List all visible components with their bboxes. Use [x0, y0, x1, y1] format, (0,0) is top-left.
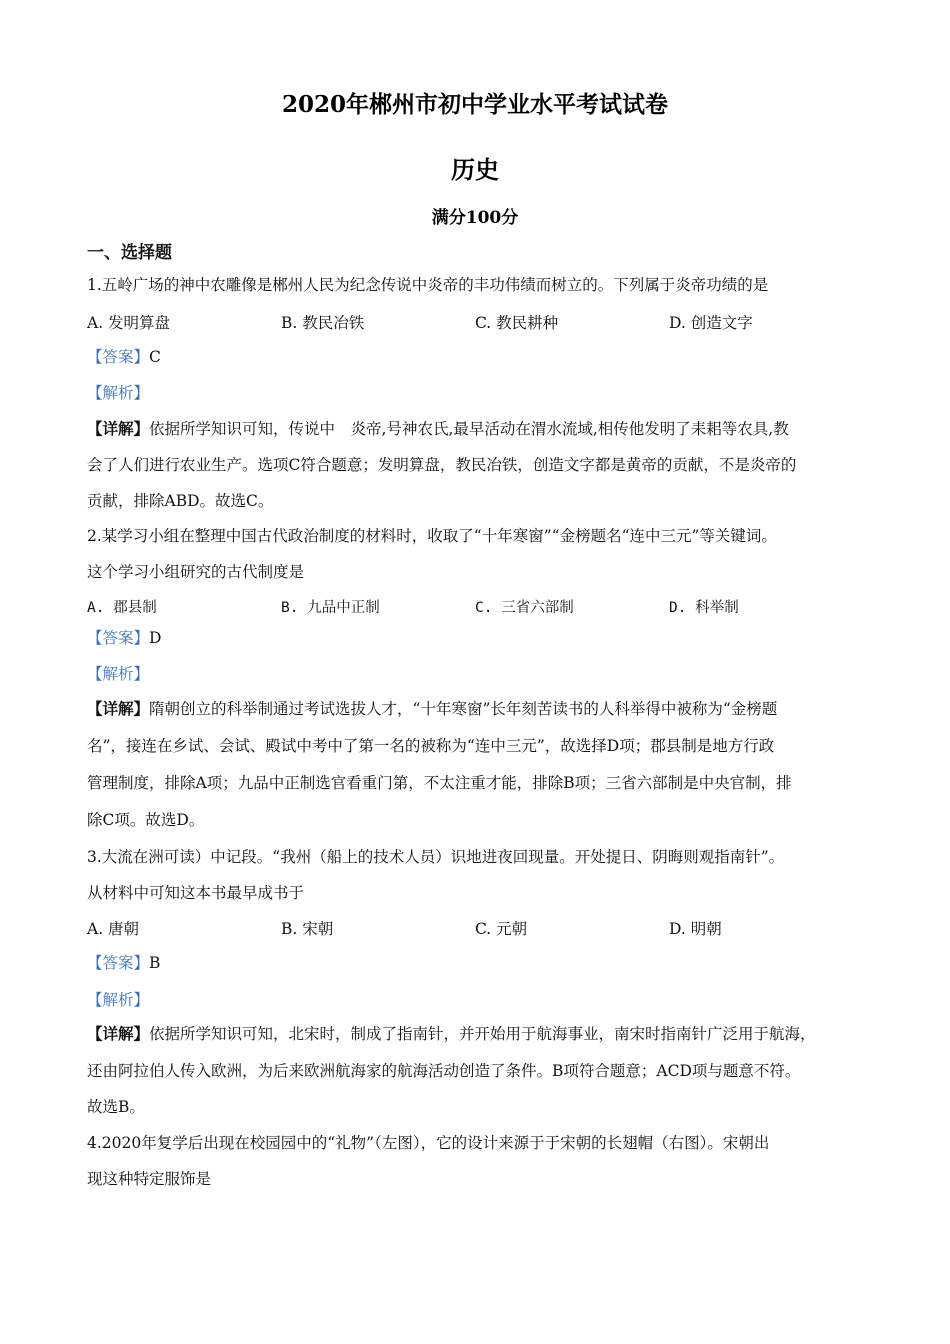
answer-value: B: [149, 954, 161, 972]
q3-answer: [87, 953, 160, 973]
q3-option-c: C. 元朝: [475, 920, 528, 938]
q3-analysis-label: 【解析】: [87, 991, 150, 1009]
q1-answer: [87, 347, 161, 367]
q3-detail-line-1: 【详解】依据所学知识可知，北宋时，制成了指南针，并开始用于航海事业，南宋时指南针广泛用于航海，: [87, 1024, 816, 1043]
q4-stem-line-2: 现这种特定服饰是: [87, 1170, 212, 1188]
q1-stem: 1.五岭广场的神中农雕像是郴州人民为纪念传说中炎帝的丰功伟绩而树立的。下列属于炎帝功绩的是: [87, 276, 769, 294]
q3-stem-line-2: 从材料中可知这本书最早成书于: [87, 884, 305, 902]
q2-stem-line-2: 这个学习小组研究的古代制度是: [87, 563, 305, 581]
q1-option-c: C. 教民耕种: [475, 314, 559, 332]
q2-option-a: A. 郡县制: [87, 600, 157, 616]
detail-label: 【详解】: [87, 699, 150, 718]
q3-stem-line-1: 3.大流在洲可读）中记段。“我州（船上的技术人员）识地进夜回现量。开处提日、阴晦则观指南针”。: [87, 848, 785, 866]
answer-label: 【答案】: [87, 348, 150, 366]
q2-detail-line-1: 【详解】隋朝创立的科举制通过考试选拔人才，“十年寒窗”长年刻苦读书的人科举得中被称为“金榜题: [87, 699, 778, 718]
q2-option-d: D. 科举制: [669, 600, 739, 616]
q1-option-d: D. 创造文字: [669, 314, 753, 332]
q2-detail-line-4: 除C项。故选D。: [87, 811, 205, 829]
q2-detail-line-2: 名”，接连在乡试、会试、殿试中考中了第一名的被称为“连中三元”，故选择D项；郡县制是地方行政: [87, 737, 775, 755]
q3-option-d: D. 明朝: [669, 920, 722, 938]
q1-detail-line-3: 贡献，排除ABD。故选C。: [87, 492, 274, 510]
q2-stem-line-1: 2.某学习小组在整理中国古代政治制度的材料时，收取了“十年寒窗”“金榜题名“连中三元”等关键词。: [87, 527, 777, 545]
q1-option-a: A. 发明算盘: [87, 314, 171, 332]
answer-value: C: [149, 348, 161, 366]
q2-analysis-label: 【解析】: [87, 665, 150, 683]
detail-label: 【详解】: [87, 419, 150, 438]
q3-detail-line-3: 故选B。: [87, 1098, 145, 1116]
subject-title: 历史: [451, 155, 499, 184]
q3-option-a: A. 唐朝: [87, 920, 140, 938]
detail-label: 【详解】: [87, 1024, 150, 1043]
q1-detail-line-1: 【详解】依据所学知识可知，传说中 炎帝,号神农氏,最早活动在渭水流域,相传他发明了耒耜等农具,教: [87, 419, 789, 438]
q2-detail-line-3: 管理制度，排除A项；九品中正制选官看重门第，不太注重才能，排除B项；三省六部制是中央官制，排: [87, 774, 792, 792]
q2-options: [87, 596, 867, 616]
exam-title: 2020年郴州市初中学业水平考试试卷: [281, 91, 668, 118]
q3-detail-line-2: 还由阿拉伯人传入欧洲，为后来欧洲航海家的航海活动创造了条件。B项符合题意；ACD项与题意不符。: [87, 1062, 801, 1080]
q3-option-b: B. 宋朝: [281, 920, 334, 938]
q1-analysis-label: 【解析】: [87, 384, 150, 402]
answer-value: D: [149, 629, 162, 647]
q1-options: [87, 311, 867, 331]
q2-option-b: B. 九品中正制: [281, 600, 380, 616]
q2-option-c: C. 三省六部制: [475, 600, 574, 616]
q1-option-b: B. 教民冶铁: [281, 314, 365, 332]
q4-stem-line-1: 4.2020年复学后出现在校园园中的“礼物”（左图），它的设计来源于于宋朝的长翅帽（右图）。宋朝出: [87, 1134, 770, 1152]
answer-label: 【答案】: [87, 954, 150, 972]
q2-answer: [87, 628, 161, 648]
section-heading: 一、选择题: [87, 243, 172, 263]
answer-label: 【答案】: [87, 629, 150, 647]
full-score: 满分100分: [431, 208, 519, 228]
q1-detail-line-2: 会了人们进行农业生产。选项C符合题意；发明算盘，教民冶铁，创造文字都是黄帝的贡献，不是炎帝的: [87, 456, 797, 474]
q3-options: [87, 917, 867, 937]
